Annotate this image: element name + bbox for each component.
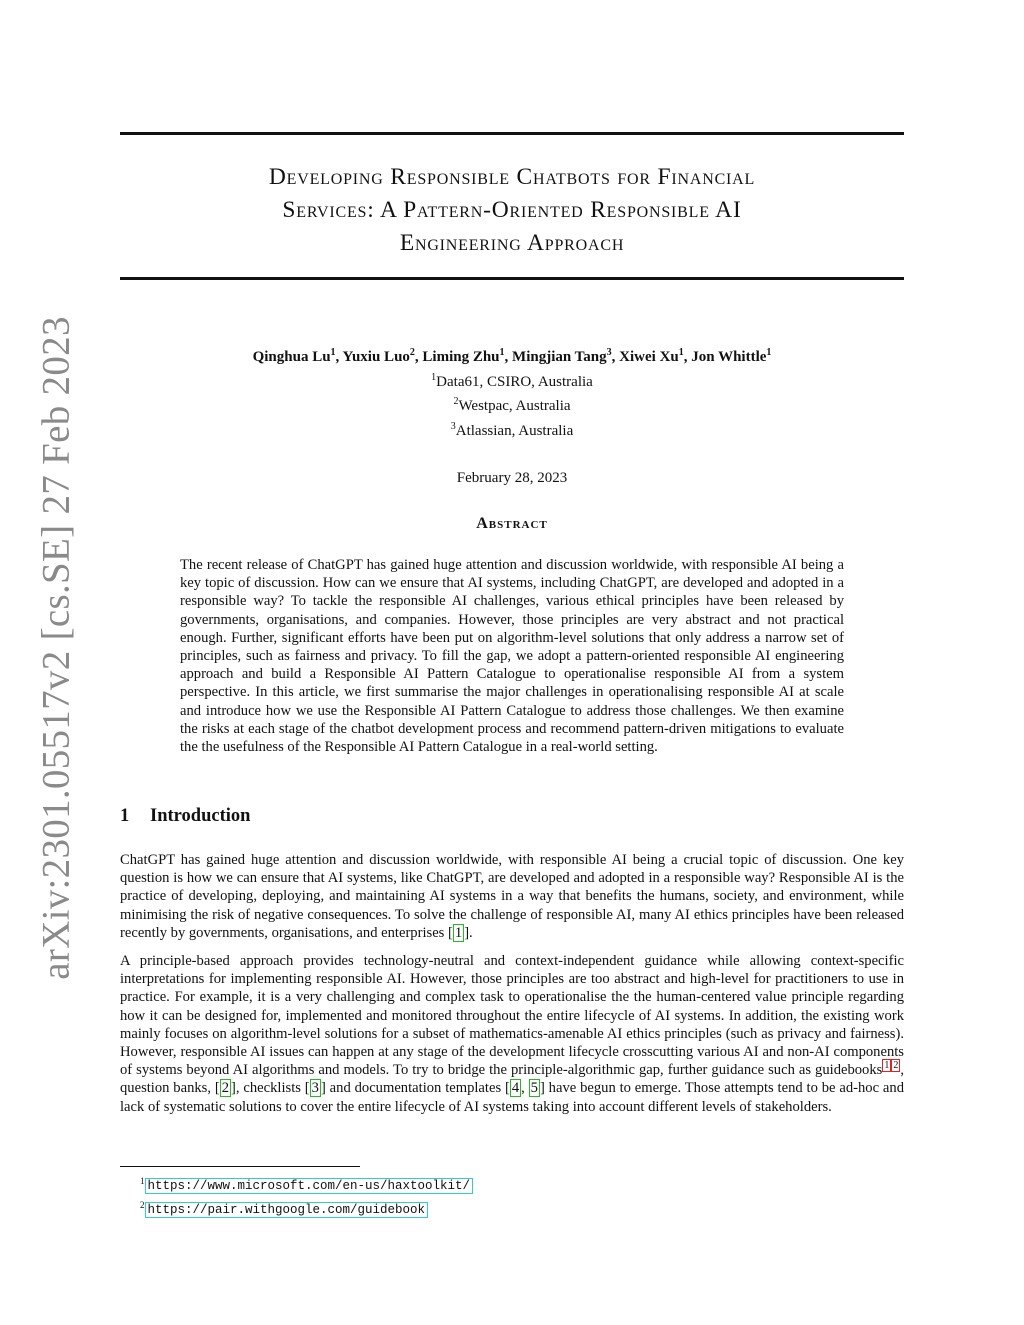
title-bottom-rule	[120, 277, 904, 280]
author: Jon Whittle	[691, 349, 767, 365]
citation-link[interactable]: 5	[530, 1080, 538, 1097]
author-list: Qinghua Lu$^1$, Yuxiu Luo$^2$, Liming Zhu$^1$, Mingjian Tang$^3$, Xiwei Xu$^1$, Jon Whittle$^1$	[252, 347, 772, 365]
author-affiliation-mark: 1	[330, 347, 336, 358]
footnote-1: $^1$ https://www.microsoft.com/en-us/haxtoolkit/	[140, 1172, 473, 1196]
section-heading-introduction	[120, 806, 250, 827]
footnote-ref-link[interactable]: 1	[884, 1060, 890, 1072]
intro-paragraph-2: A principle-based approach provides technology-neutral and context-independent guidance while allowing context-specific interpretations for implementing responsible AI. However, those principles are too abstract and high-level for practitioners to use in practice. For example, it is a very challenging and complex task to operationalise the the human-centered value principle regarding how it can be designed for, implemented and monitored throughout the entire lifecycle of AI systems. In addition, the existing work mainly focuses on algorithm-level solutions for a subset of mathematics-amenable AI ethics principles (such as privacy and fairness). However, responsible AI issues can happen at any stage of the development lifecycle crosscutting various AI and non-AI components of systems beyond AI algorithms and models. To try to bridge the principle-algorithmic gap, further guidance such as guidebooks $^1$ $^2$ , question banks, [ 2 ], checklists [ 3 ] and documentation templates [ 4 , 5 ] have begun to emerge. Those attempts tend to be ad-hoc and lack of systematic solutions to cover the entire lifecycle of AI systems taking into account different levels of stakeholders.	[120, 953, 905, 1115]
author: Qinghua Lu	[252, 349, 331, 365]
affiliation-2: $^2$Westpac, Australia	[453, 396, 571, 414]
section-number: 1	[120, 806, 130, 826]
title-line-3: Engineering Approach	[399, 230, 625, 256]
author-block	[120, 343, 904, 441]
abstract-text: The recent release of ChatGPT has gained huge attention and discussion worldwide, with responsible AI being a key topic of discussion. How can we ensure that AI systems, including ChatGPT, are developed and adopted in a responsible way? To tackle the responsible AI challenges, various ethical principles have been released by governments, organisations, and companies. However, those principles are very abstract and not practical enough. Further, significant efforts have been put on algorithm-level solutions that only address a narrow set of principles, such as fairness and privacy. To fill the gap, we adopt a pattern-oriented responsible AI engineering approach and build a Responsible AI Pattern Catalogue to operationalise responsible AI from a system perspective. In this article, we first summarise the major challenges in operationalising responsible AI at scale and introduce how we use the Responsible AI Pattern Catalogue to address those challenges. We then examine the risks at each stage of the chatbot development process and recommend pattern-driven mitigations to evaluate the the usefulness of the Responsible AI Pattern Catalogue in a real-world setting.	[180, 557, 844, 756]
footnote-separator	[120, 1166, 360, 1167]
section-title: Introduction	[150, 806, 251, 826]
author: Yuxiu Luo	[342, 349, 410, 365]
footnote-2: $^2$ https://pair.withgoogle.com/guidebook	[140, 1196, 473, 1220]
author-affiliation-mark: 1	[499, 347, 505, 358]
title-top-rule	[120, 132, 904, 135]
author-affiliation-mark: 1	[678, 347, 684, 358]
paper-title	[120, 161, 904, 260]
author-affiliation-mark: 2	[409, 347, 415, 358]
citation-link[interactable]: 1	[454, 924, 463, 941]
footnote-url-link[interactable]: https://pair.withgoogle.com/guidebook	[145, 1202, 429, 1218]
abstract-heading: Abstract	[476, 515, 548, 532]
title-line-2: Services: A Pattern-Oriented Responsible AI	[282, 197, 742, 223]
citation-link[interactable]: 2	[221, 1080, 230, 1097]
affiliation-3: $^3$Atlassian, Australia	[450, 420, 574, 439]
publication-date: February 28, 2023	[456, 470, 568, 486]
author-affiliation-mark: 1	[766, 347, 772, 358]
citation-link[interactable]: 3	[311, 1080, 319, 1097]
affiliation-1: $^1$Data61, CSIRO, Australia	[431, 371, 593, 390]
author: Mingjian Tang	[512, 349, 607, 365]
footnote-ref-link[interactable]: 2	[893, 1060, 899, 1072]
footnotes	[140, 1172, 473, 1220]
footnote-url-link[interactable]: https://www.microsoft.com/en-us/haxtoolkit/	[145, 1178, 474, 1194]
author: Xiwei Xu	[619, 349, 679, 365]
intro-paragraph-1: ChatGPT has gained huge attention and discussion worldwide, with responsible AI being a crucial topic of discussion. One key question is how we can ensure that AI systems, like ChatGPT, are developed and adopted in a responsible way? Responsible AI is the practice of developing, deploying, and maintaining AI systems in a way that benefits the humans, society, and environment, while minimising the risk of negative consequences. To solve the challenge of responsible AI, many AI ethics principles have been released recently by governments, organisations, and enterprises [ 1 ].	[120, 852, 904, 941]
citation-link[interactable]: 4	[511, 1080, 520, 1097]
author-affiliation-mark: 3	[606, 347, 612, 358]
title-line-1: Developing Responsible Chatbots for Financial	[268, 164, 756, 190]
arxiv-identifier-stamp: arXiv:2301.05517v2 [cs.SE] 27 Feb 2023	[34, 316, 78, 980]
author: Liming Zhu	[422, 349, 500, 365]
